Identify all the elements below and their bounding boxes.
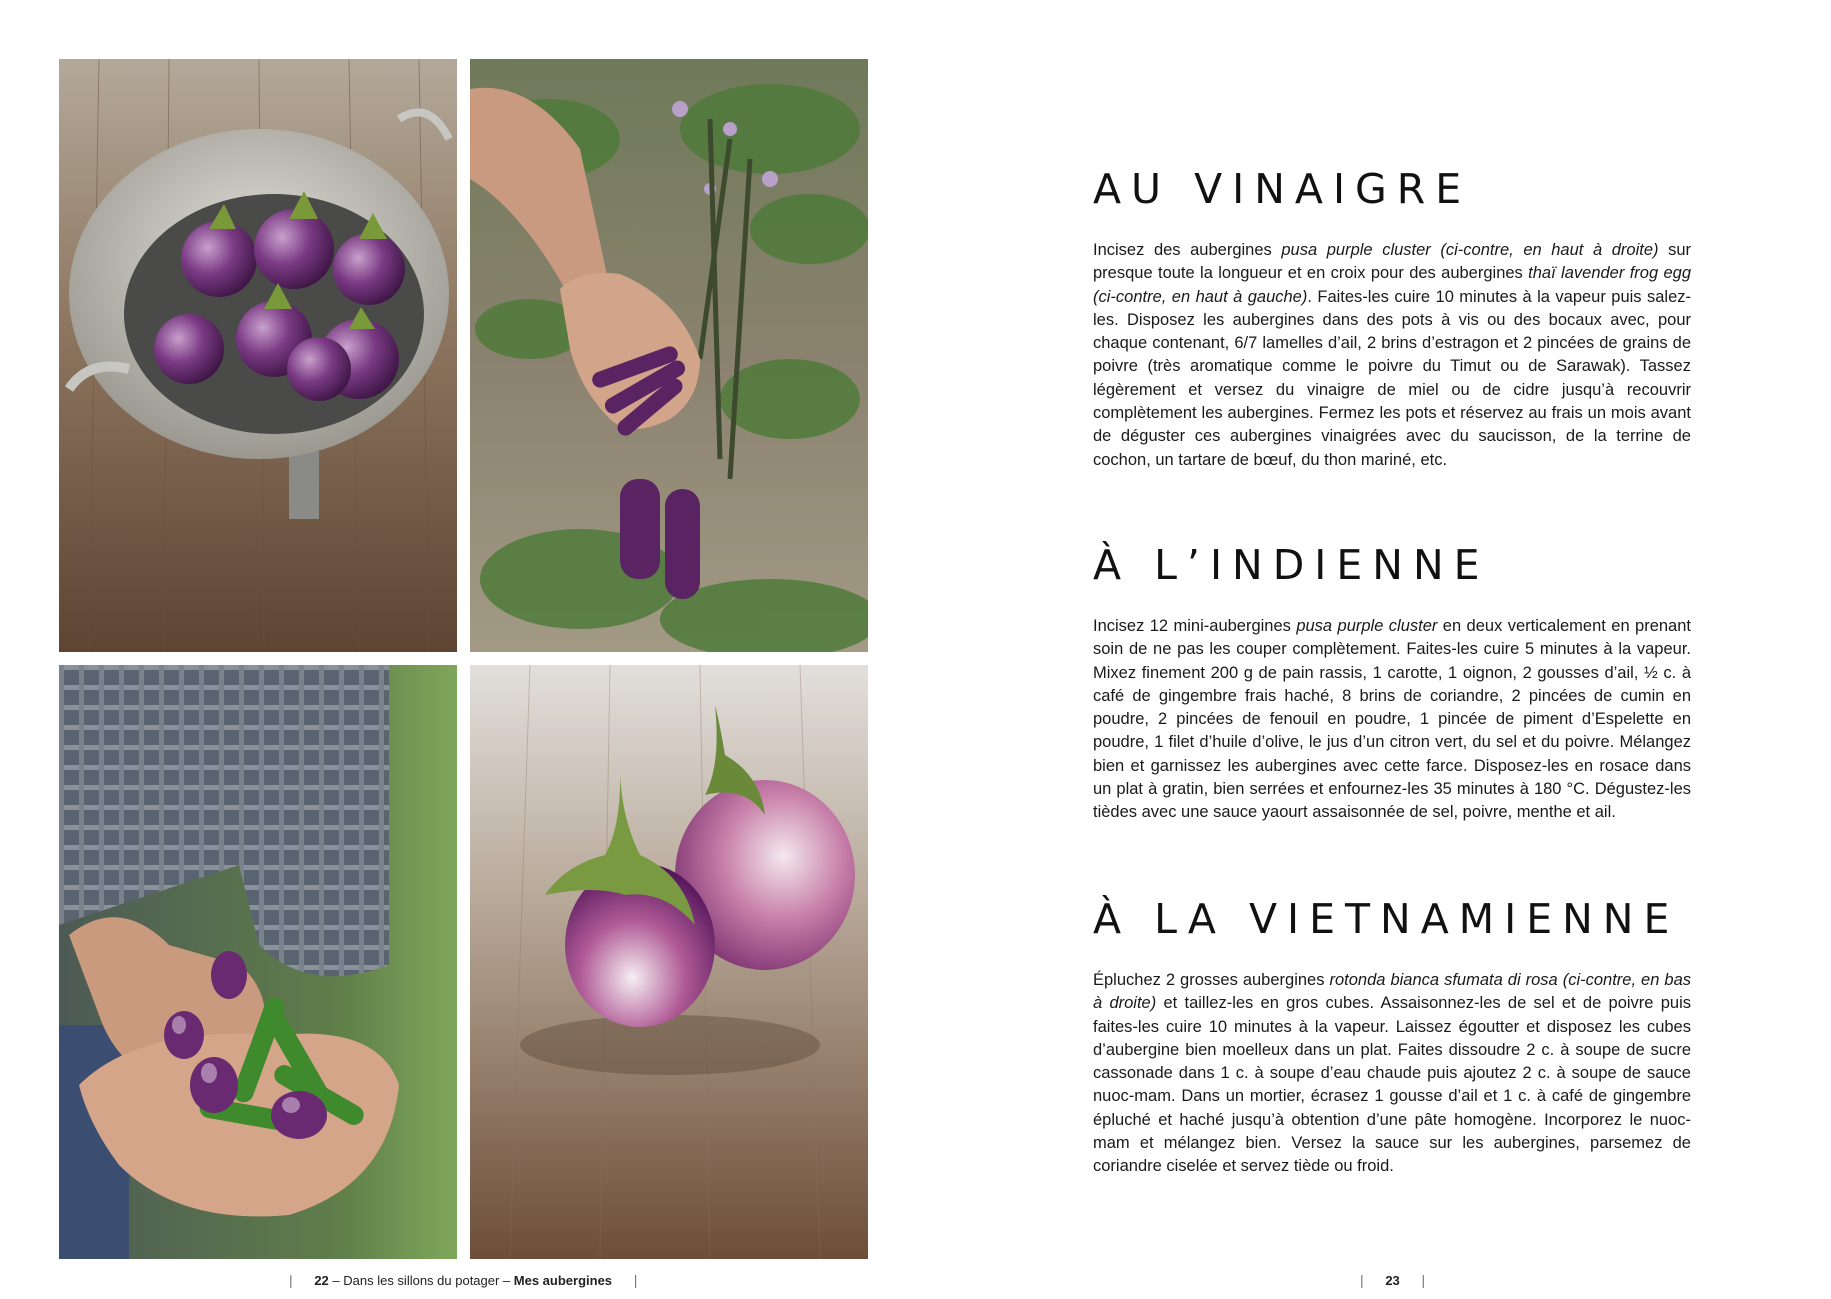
left-page-footer [289,1272,637,1288]
footer-separator: | [633,1272,638,1288]
hands-photo [59,665,457,1259]
section-body: Épluchez 2 grosses aubergines rotonda bianca sfumata di rosa (ci-contre, en bas à droite) et taillez-les en gros cubes. Assaisonnez-les de sel et de poivre puis faites-les cuire 10 minutes à la vapeur. Laissez égoutter et disposez les cubes d’aubergine bien moelleux dans un plat. Faites dissoudre 2 c. à soupe de sucre cassonade dans 1 c. à soupe d’eau chaude puis ajoutez 2 c. à soupe de sauce nuoc-mam. Dans un mortier, écrasez 1 gousse d’ail et 1 c. à café de gingembre épluché et haché jusqu’à obtention d’une pâte homogène. Incorporez le nuoc-mam et mélangez bien. Versez la sauce sur les aubergines, parsemez de coriandre ciselée et servez tiède ou froid. [1093,971,1692,1176]
colander-photo [59,59,457,652]
section-title: À L’INDIENNE [1093,541,1490,589]
footer-running-title: – Dans les sillons du potager – [328,1273,514,1288]
footer-separator: | [1360,1272,1364,1288]
recipe-a-la-vietnamienne [1093,895,1691,1179]
round-eggplants-photo [470,665,868,1259]
section-title: AU VINAIGRE [1093,165,1472,213]
section-title: À LA VIETNAMIENNE [1093,895,1680,943]
section-body: Incisez des aubergines pusa purple cluster (ci-contre, en haut à droite) sur presque toute la longueur et en croix pour des aubergines thaï lavender frog egg (ci-contre, en haut à gauche). Faites-les cuire 10 minutes à la vapeur puis salez-les. Disposez les aubergines dans des pots à vis ou des bocaux avec, pour chaque contenant, 6/7 lamelles d’ail, 2 brins d’estragon et 2 pincées de grains de poivre (très aromatique comme le poivre du Timut ou de Sarawak). Tassez légèrement et versez du vinaigre de miel ou de cidre jusqu’à recouvrir complètement les aubergines. Fermez les pots et réservez au frais un mois avant de déguster ces aubergines vinaigrées avec du saucisson, de la terrine de cochon, un tartare de bœuf, du thon mariné, etc. [1093,241,1692,469]
right-page-footer [1360,1272,1425,1288]
footer-separator: | [289,1272,293,1288]
recipe-au-vinaigre [1093,165,1691,472]
recipe-a-l-indienne [1093,541,1691,825]
footer-chapter: Mes aubergines [513,1273,613,1288]
left-page-number: 22 [314,1273,329,1288]
harvest-photo [470,59,868,652]
right-page-number: 23 [1385,1273,1400,1288]
section-body: Incisez 12 mini-aubergines pusa purple cluster en deux verticalement en prenant soin de ne pas les couper complètement. Faites-les cuire 5 minutes à la vapeur. Mixez finement 200 g de pain rassis, 1 carotte, 1 oignon, 2 gousses d’ail, ½ c. à café de gingembre frais haché, 8 brins de coriandre, 2 pincées de cumin en poudre, 2 pincées de fenouil en poudre, 1 pincée de piment d’Espelette en poudre, 1 filet d’huile d’olive, le jus d’un citron vert, du sel et du poivre. Mélangez bien et garnissez les aubergines avec cette farce. Disposez-les en rosace dans un plat à gratin, bien serrées et enfournez-les 35 minutes à 180 °C. Dégustez-les tièdes avec une sauce yaourt assaisonnée de sel, poivre, menthe et ail. [1093,617,1691,822]
footer-separator: | [1421,1272,1426,1288]
